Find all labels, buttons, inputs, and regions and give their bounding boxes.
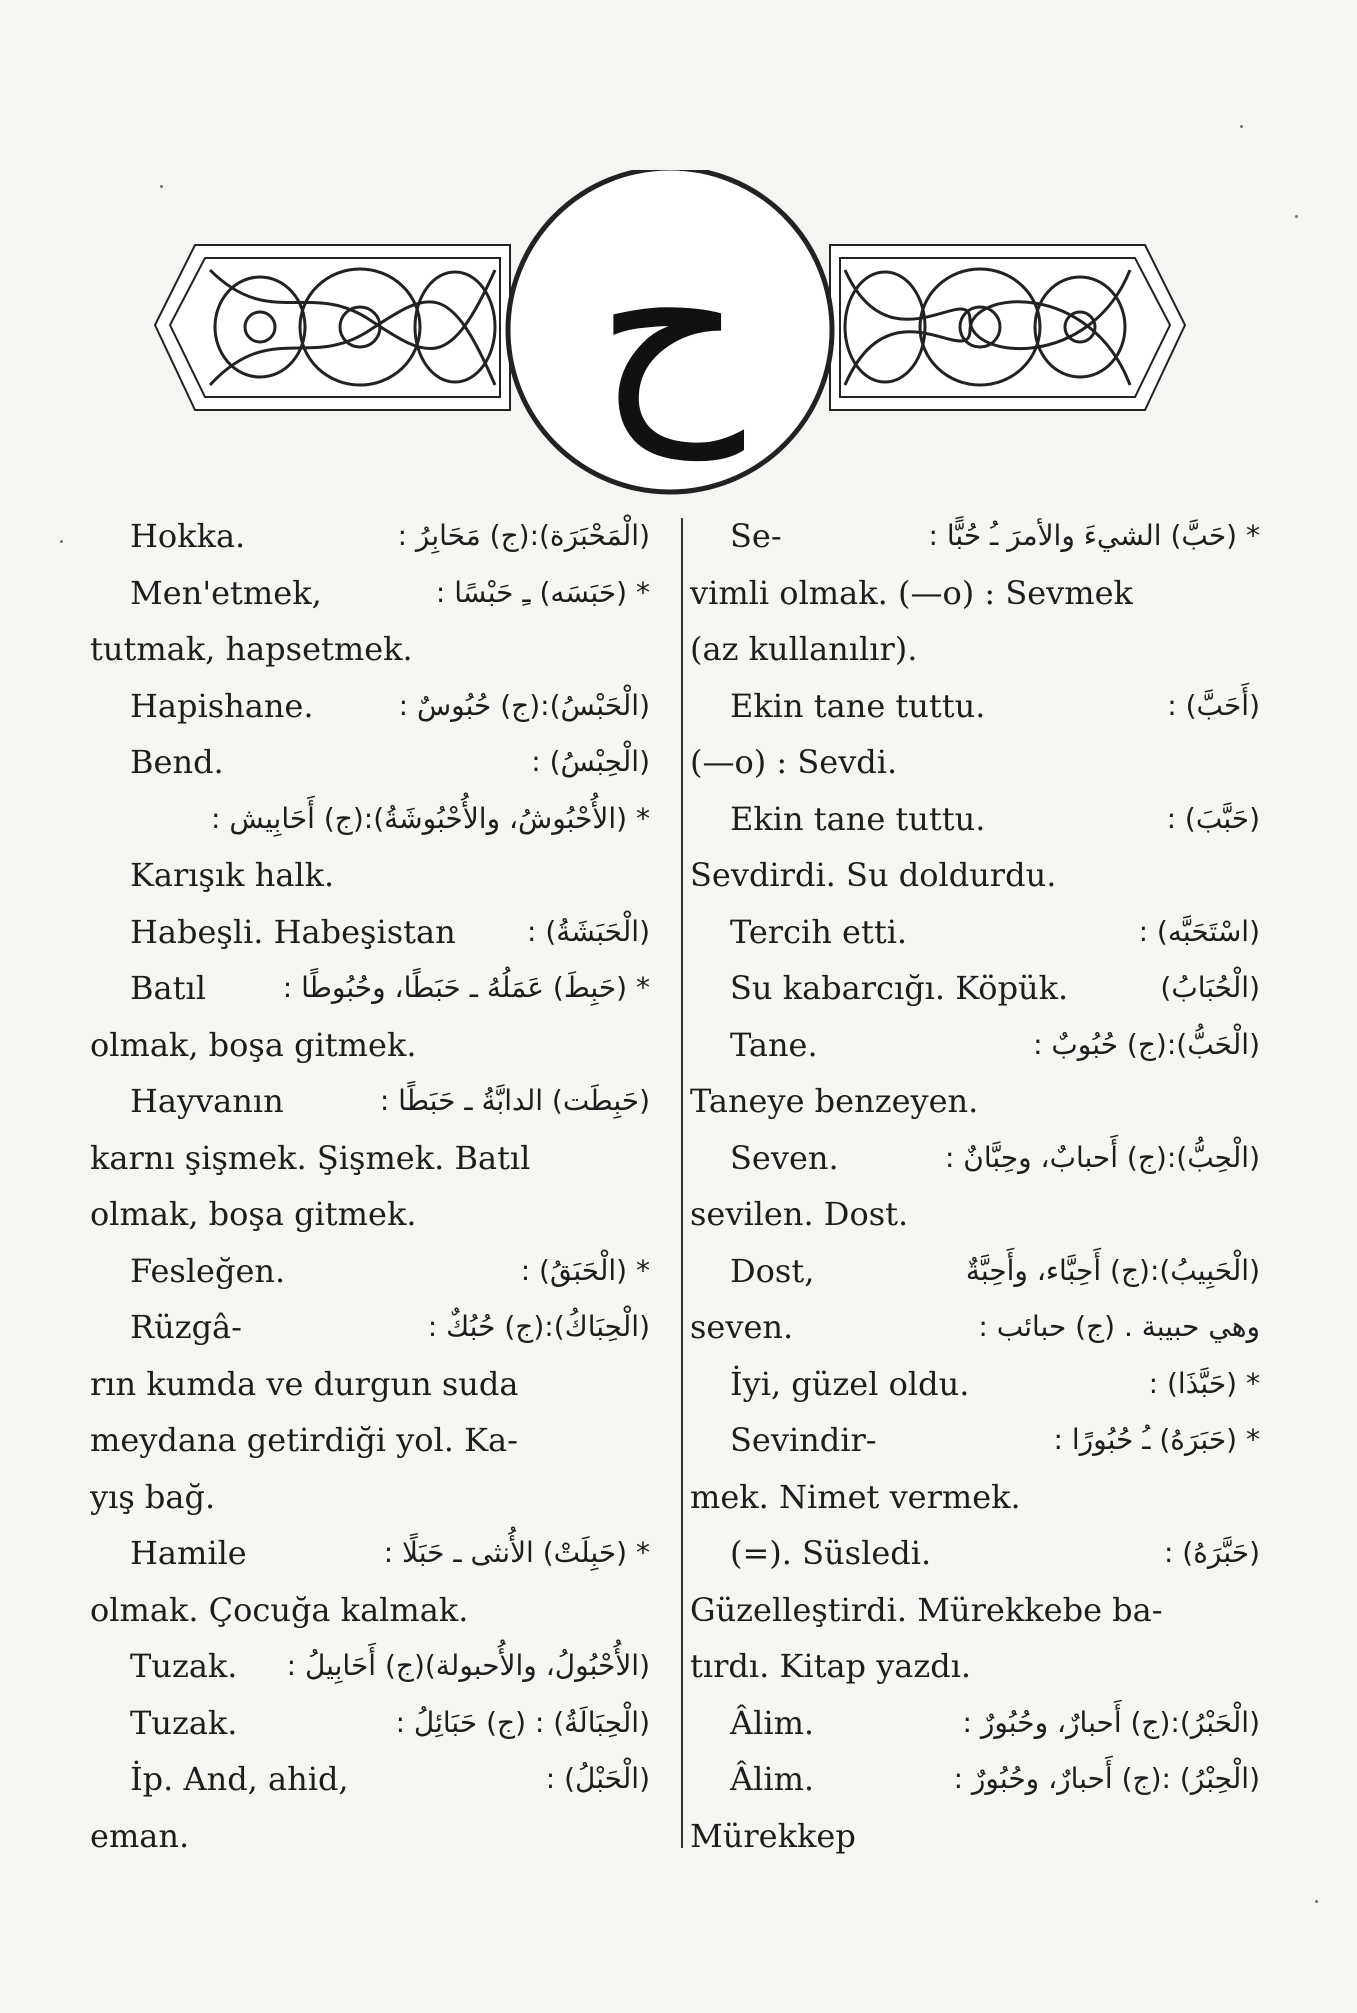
entry-line: [690, 1469, 1260, 1526]
entry-line: [690, 734, 1260, 791]
entry-line: [90, 960, 650, 1017]
entry-line: [90, 1130, 650, 1187]
turkish-text: Men'etmek,: [130, 573, 322, 612]
arabic-text: * (الْحَبَقُ) :: [520, 1253, 650, 1287]
entry-line: [690, 1073, 1260, 1130]
entry-line: [90, 1751, 650, 1808]
entry-line: [690, 1412, 1260, 1469]
entry-line: [90, 847, 650, 904]
turkish-text: Batıl: [130, 969, 206, 1007]
turkish-text: Âlim.: [730, 1760, 815, 1798]
turkish-text: Ekin tane tuttu.: [730, 799, 986, 838]
entry-line: [690, 508, 1260, 565]
letter-header-banner: [150, 170, 1190, 500]
entry-line: [90, 1243, 650, 1300]
turkish-text: rın kumda ve durgun suda: [90, 1364, 519, 1403]
arabic-text: (حَبِطَت) الدابَّةُ ـ حَبَطًا :: [379, 1084, 650, 1117]
turkish-text: Ekin tane tuttu.: [730, 686, 986, 725]
entry-line: [690, 791, 1260, 848]
turkish-text: olmak, boşa gitmek.: [90, 1025, 417, 1064]
entry-line: [690, 1130, 1260, 1187]
arabic-text: (الْحُبَابُ): [1160, 971, 1260, 1004]
entry-line: [90, 621, 650, 678]
entry-line: [90, 1695, 650, 1752]
entry-line: [690, 1638, 1260, 1695]
turkish-text: Dost,: [730, 1251, 815, 1290]
arabic-text: (الْحَبْرُ):(ج) أَحبارٌ، وحُبُورٌ :: [962, 1705, 1260, 1739]
turkish-text: tırdı. Kitap yazdı.: [690, 1647, 972, 1685]
arabic-text: (الْحَبَشَةُ) :: [526, 914, 650, 948]
turkish-text: karnı şişmek. Şişmek. Batıl: [90, 1138, 531, 1177]
turkish-text: Hokka.: [130, 517, 246, 555]
center-medallion: [508, 170, 832, 492]
entry-line: [690, 621, 1260, 678]
turkish-text: İyi, güzel oldu.: [730, 1364, 970, 1403]
left-column: [90, 508, 650, 1864]
turkish-text: Mürekkep: [690, 1816, 856, 1855]
entry-line: [690, 1695, 1260, 1752]
turkish-text: seven.: [690, 1308, 794, 1346]
arabic-text: * (حَبَرَهُ) ـُ حُبُورًا :: [1053, 1423, 1260, 1456]
turkish-text: Tane.: [730, 1025, 818, 1064]
turkish-text: (—o) : Sevdi.: [690, 743, 898, 781]
turkish-text: Fesleğen.: [130, 1251, 286, 1290]
arabic-text: (حَبَّرَهُ) :: [1163, 1536, 1260, 1569]
turkish-text: Tercih etti.: [730, 912, 908, 951]
scan-speck: [1295, 215, 1298, 218]
turkish-text: Hamile: [130, 1534, 247, 1572]
arabic-text: (الْحِبَاكُ):(ج) حُبُكٌ :: [427, 1310, 650, 1343]
entry-line: [690, 1525, 1260, 1582]
turkish-text: Su kabarcığı. Köpük.: [730, 969, 1069, 1007]
arabic-text: (الْمَحْبَرَة):(ج) مَحَابِرُ :: [397, 519, 650, 552]
entry-line: [90, 1582, 650, 1639]
entry-line: [690, 1017, 1260, 1074]
entry-line: [90, 791, 650, 848]
turkish-text: tutmak, hapsetmek.: [90, 630, 413, 668]
arabic-text: وهي حبيبة . (ج) حبائب :: [978, 1310, 1260, 1343]
entry-line: [690, 847, 1260, 904]
turkish-text: Rüzgâ-: [130, 1308, 242, 1346]
turkish-text: olmak, boşa gitmek.: [90, 1195, 417, 1233]
entry-line: [90, 1017, 650, 1074]
turkish-text: Tuzak.: [130, 1647, 238, 1685]
scan-speck: [60, 540, 63, 543]
entry-line: [90, 1412, 650, 1469]
turkish-text: (=). Süsledi.: [730, 1534, 932, 1572]
turkish-text: eman.: [90, 1816, 190, 1855]
entry-line: [90, 904, 650, 961]
arabic-text: (الْحِبُّ):(ج) أَحبابٌ، وحِبَّانٌ :: [944, 1140, 1260, 1174]
arabic-text: (الْحِبَالَةُ) : (ج) حَبَائِلُ :: [395, 1705, 650, 1739]
entry-line: [90, 565, 650, 622]
arabic-text: * (الأُحْبُوشُ، والأُحْبُوشَةُ):(ج) أَحَابِيش :: [211, 801, 650, 835]
arabic-text: (الْحَبْسُ):(ج) حُبُوسٌ :: [398, 688, 650, 722]
turkish-text: İp. And, ahid,: [130, 1760, 349, 1798]
entry-line: [690, 1356, 1260, 1413]
arabic-text: (الأُحْبُولُ، والأُحبولة)(ج) أَحَابِيلُ :: [286, 1649, 650, 1682]
turkish-text: meydana getirdiği yol. Ka-: [90, 1421, 518, 1459]
column-divider: [681, 518, 683, 1848]
turkish-text: Sevdirdi. Su doldurdu.: [690, 856, 1057, 894]
turkish-text: Sevindir-: [730, 1421, 877, 1459]
right-ornament-panel: [830, 245, 1185, 410]
turkish-text: (az kullanılır).: [690, 630, 918, 668]
entry-line: [690, 1186, 1260, 1243]
entry-line: [690, 1243, 1260, 1300]
turkish-text: mek. Nimet vermek.: [690, 1477, 1021, 1516]
entry-line: [90, 1525, 650, 1582]
scan-speck: [1315, 1900, 1318, 1903]
arabic-text: * (حَبَّ) الشيءَ والأمرَ ـُ حُبًّا :: [928, 519, 1260, 552]
entry-line: [690, 1582, 1260, 1639]
scan-speck: [1240, 125, 1243, 128]
arabic-text: (الْحَبُّ):(ج) حُبُوبٌ :: [1033, 1027, 1260, 1061]
turkish-text: vimli olmak. (—o) : Sevmek: [690, 573, 1133, 612]
entry-line: [90, 1186, 650, 1243]
entry-line: [690, 960, 1260, 1017]
turkish-text: Se-: [730, 517, 782, 555]
turkish-text: Hayvanın: [130, 1082, 284, 1120]
entry-line: [690, 1299, 1260, 1356]
entry-line: [90, 1073, 650, 1130]
turkish-text: Tuzak.: [130, 1703, 238, 1742]
entry-line: [90, 1299, 650, 1356]
turkish-text: Habeşli. Habeşistan: [130, 912, 456, 951]
entry-line: [690, 904, 1260, 961]
arabic-text: (اسْتَحَبَّه) :: [1138, 914, 1260, 948]
arabic-text: (حَبَّبَ) :: [1166, 801, 1260, 835]
arabic-text: * (حَبَسَه) ـِ حَبْسًا :: [435, 575, 650, 609]
arabic-text: * (حَبِطَ) عَمَلُهُ ـ حَبَطًا، وحُبُوطًا :: [282, 971, 650, 1004]
entry-line: [90, 508, 650, 565]
entry-line: [90, 734, 650, 791]
arabic-text: (الْحَبِيبُ):(ج) أَحِبَّاء، وأَحِبَّةٌ: [965, 1253, 1260, 1287]
arabic-text: (الْحِبْسُ) :: [531, 745, 650, 778]
entry-line: [90, 1469, 650, 1526]
arabic-text: (الْحَبْلُ) :: [545, 1762, 650, 1795]
turkish-text: Seven.: [730, 1138, 839, 1177]
turkish-text: olmak. Çocuğa kalmak.: [90, 1590, 469, 1629]
turkish-text: Taneye benzeyen.: [690, 1082, 979, 1120]
entry-line: [90, 1808, 650, 1865]
turkish-text: Hapishane.: [130, 686, 314, 725]
right-column: [690, 508, 1260, 1864]
arabic-text: (أَحَبَّ) :: [1167, 688, 1260, 722]
entry-line: [690, 1751, 1260, 1808]
left-ornament-panel: [155, 245, 510, 410]
entry-line: [690, 1808, 1260, 1865]
entry-line: [690, 565, 1260, 622]
turkish-text: Karışık halk.: [130, 856, 335, 894]
turkish-text: yış bağ.: [90, 1477, 216, 1516]
turkish-text: Güzelleştirdi. Mürekkebe ba-: [690, 1590, 1163, 1629]
entry-line: [90, 678, 650, 735]
turkish-text: sevilen. Dost.: [690, 1195, 909, 1233]
arabic-text: (الْحِبْرُ) :(ج) أَحبارٌ، وحُبُورٌ :: [953, 1762, 1260, 1795]
turkish-text: Bend.: [130, 743, 224, 781]
arabic-text: * (حَبَّذَا) :: [1148, 1366, 1260, 1400]
scan-speck: [160, 185, 163, 188]
entry-line: [90, 1356, 650, 1413]
arabic-text: * (حَبِلَتْ) الأُنثى ـ حَبَلًا :: [383, 1536, 650, 1569]
entry-line: [90, 1638, 650, 1695]
header-letter: ح: [595, 193, 745, 460]
turkish-text: Âlim.: [730, 1703, 815, 1742]
entry-line: [690, 678, 1260, 735]
